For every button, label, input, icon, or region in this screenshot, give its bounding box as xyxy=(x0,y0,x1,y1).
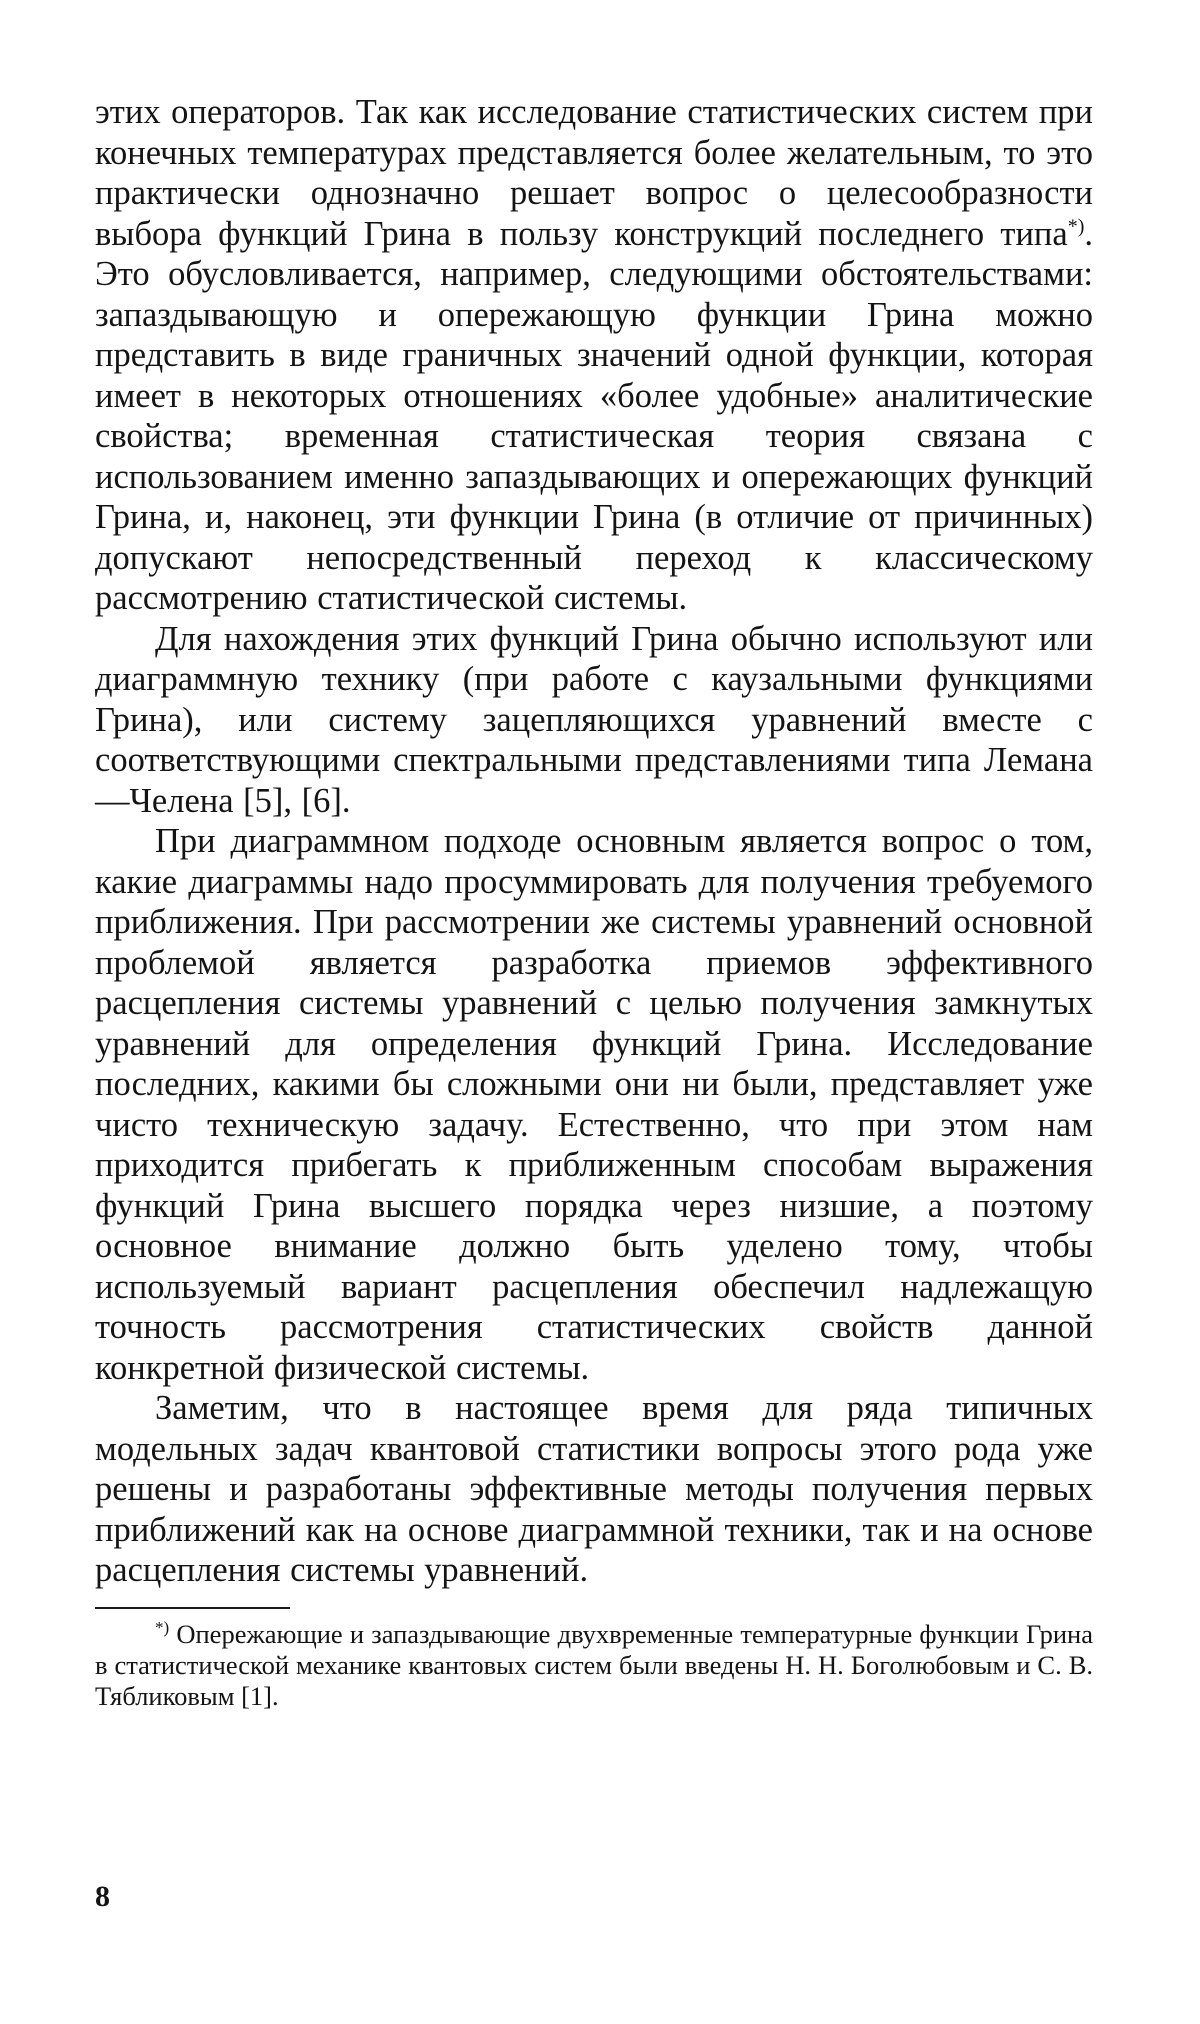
footnote-text: Опережающие и запаздывающие двухвременные температурные функции Грина в статистической механике квантовых систем были введены Н. Н. Боголюбовым и С. В. Тябликовым [1]. xyxy=(95,1618,1093,1711)
footnote-separator xyxy=(95,1607,290,1609)
paragraph-1-text-start: этих операторов. Так как исследование статистических систем при конечных температурах представляется более желательным, то это практически однозначно решает вопрос о целесообразности выбора функций Грина в пользу конструкций последнего типа xyxy=(95,93,1093,253)
paragraph-4: Заметим, что в настоящее время для ряда типичных модельных задач квантовой статистики вопросы этого рода уже решены и разработаны эффективные методы получения первых приближений как на основе диаграммной техники, так и на основе расцепления системы уравнений. xyxy=(95,1389,1093,1589)
footnote-reference-mark[interactable]: *) xyxy=(1067,215,1085,237)
paragraph-1-text-end: . Это обусловливается, например, следующими обстоятельствами: запаздывающую и опережающую функции Грина можно представить в виде граничных значений одной функции, которая имеет в некоторых отношениях «более удобные» аналитические свойства; временная статистическая теория связана с использованием именно запаздывающих и опережающих функций Грина, и, наконец, эти функции Грина (в отличие от причинных) допускают непосредственный переход к классическому рассмотрению статистической системы. xyxy=(95,214,1093,617)
page-number: 8 xyxy=(95,1880,110,1913)
page-body xyxy=(95,92,1093,2012)
footnote-mark: *) xyxy=(155,1617,170,1637)
paragraph-3: При диаграммном подходе основным является вопрос о том, какие диаграммы надо просуммировать для получения требуемого приближения. При рассмотрении же системы уравнений основной проблемой является разработка приемов эффективного расцепления системы уравнений с целью получения замкнутых уравнений для определения функций Грина. Исследование последних, какими бы сложными они ни были, представляет уже чисто техническую задачу. Естественно, что при этом нам приходится прибегать к приближенным способам выражения функций Грина высшего порядка через низшие, а поэтому основное внимание должно быть уделено тому, чтобы используемый вариант расцепления обеспечил надлежащую точность рассмотрения статистических свойств данной конкретной физической системы. xyxy=(95,822,1093,1387)
paragraph-1 xyxy=(95,92,1093,619)
footnote xyxy=(95,1619,1093,1712)
paragraph-2: Для нахождения этих функций Грина обычно используют или диаграммную технику (при работе с каузальными функциями Грина), или систему зацепляющихся уравнений вместе с соответствующими спектральными представлениями типа Лемана—Челена [5], [6]. xyxy=(95,619,1093,820)
